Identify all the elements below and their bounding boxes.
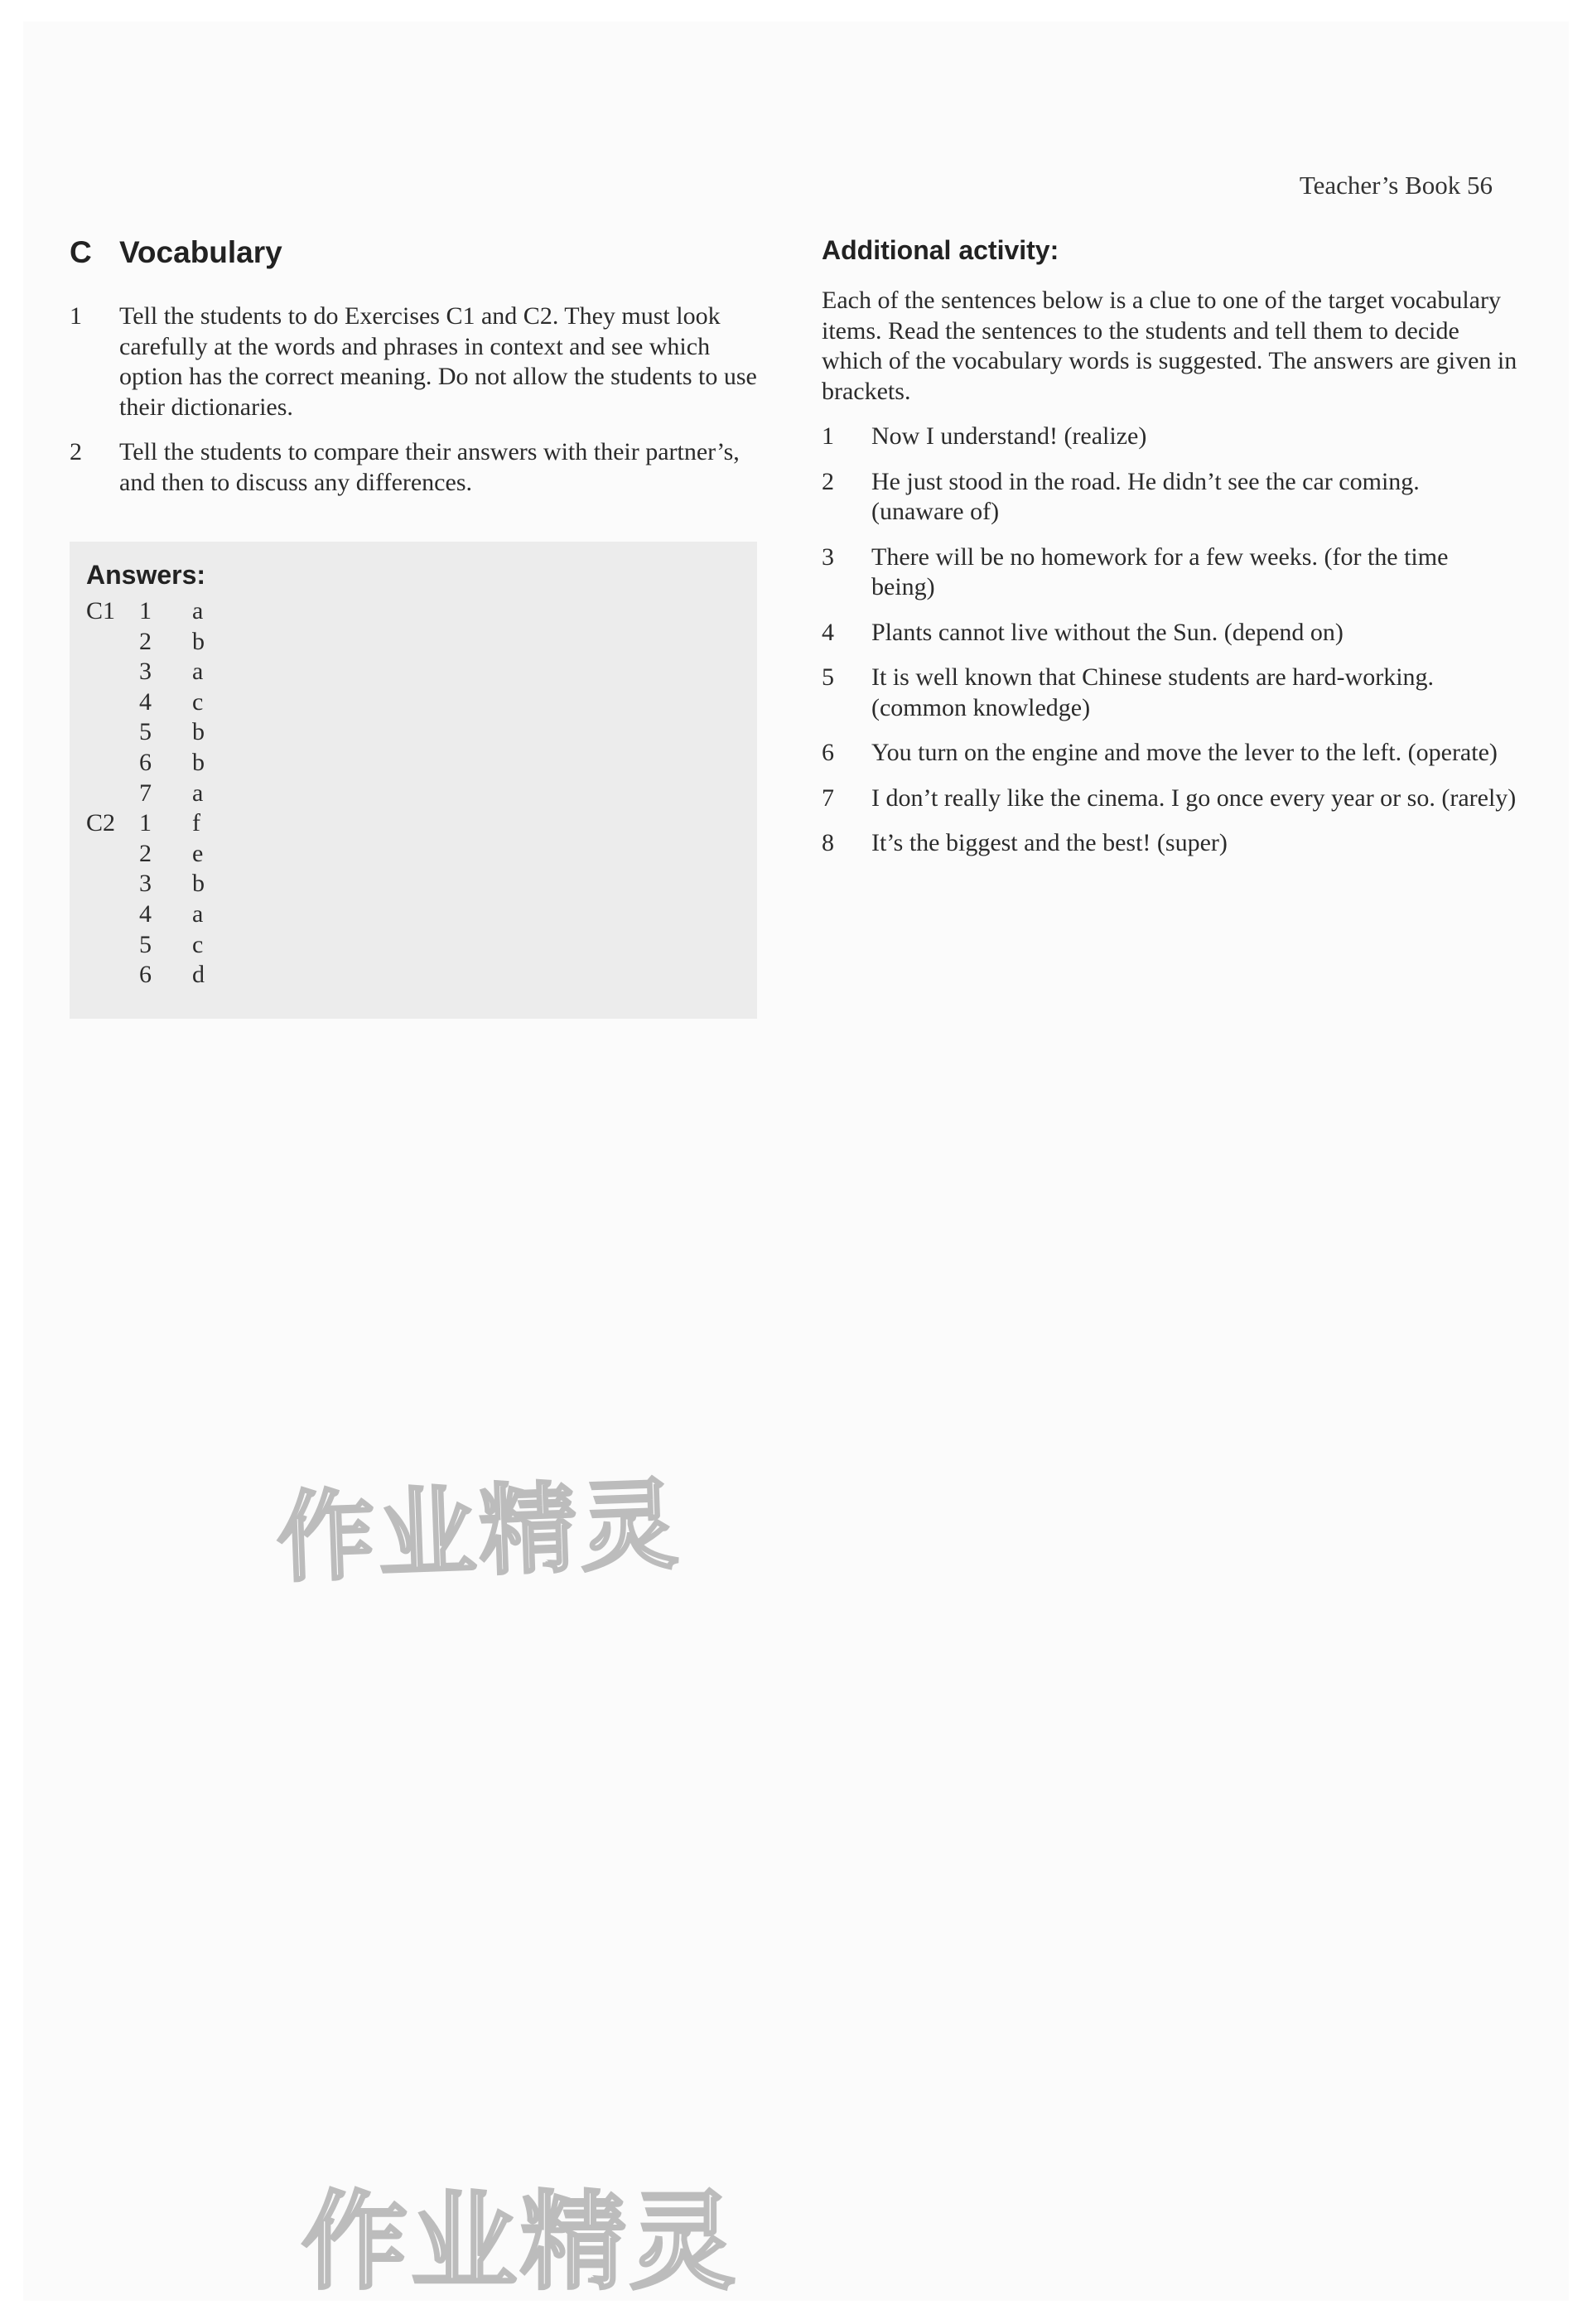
clue-number: 3 — [822, 542, 834, 571]
clue-text: He just stood in the road. He didn’t see the car coming. (unaware of) — [871, 467, 1420, 525]
answer-number: 4 — [139, 687, 152, 716]
answer-number: 2 — [139, 839, 152, 867]
answer-number: 2 — [139, 627, 152, 655]
additional-activity — [822, 235, 1517, 874]
answer-choice: c — [192, 930, 204, 958]
additional-activity-intro: Each of the sentences below is a clue to one of the target vocabulary items. Read the sentences to the students and tell them to decide which of the vocabulary words is suggested. The answers are given in brackets. — [822, 287, 1517, 405]
answer-choice: d — [192, 961, 205, 989]
answer-choice: b — [192, 718, 205, 746]
clue-text: Plants cannot live without the Sun. (depend on) — [871, 618, 1344, 646]
page-sheet — [23, 22, 1569, 2304]
answer-number: 5 — [139, 930, 152, 958]
clue-number: 5 — [822, 663, 834, 691]
answer-row — [86, 748, 335, 778]
answer-row — [86, 869, 335, 899]
answer-group: C2 — [86, 809, 116, 837]
clue-text: It is well known that Chinese students are hard-working. (common knowledge) — [871, 663, 1435, 721]
answer-row — [86, 960, 335, 990]
clue-number: 7 — [822, 784, 834, 812]
answer-number: 7 — [139, 779, 152, 807]
answer-choice: a — [192, 900, 204, 928]
instruction-text: Tell the students to compare their answers with their partner’s, and then to discuss any differences. — [119, 438, 740, 496]
answer-row — [86, 596, 335, 626]
answer-row — [86, 839, 335, 869]
instruction-number: 1 — [70, 302, 82, 330]
answer-choice: a — [192, 658, 204, 686]
instruction-text: Tell the students to do Exercises C1 and C2. They must look carefully at the words and phrases in context and see which option has the correct meaning. Do not allow the students to use their dictionaries. — [119, 302, 757, 421]
answer-row — [86, 627, 335, 657]
answer-choice: c — [192, 687, 204, 716]
answer-row — [86, 899, 335, 929]
additional-activity-title: Additional activity: — [822, 235, 1059, 265]
clue-text: You turn on the engine and move the lever to the left. (operate) — [871, 739, 1498, 766]
answer-number: 6 — [139, 749, 152, 776]
answer-choice: b — [192, 749, 205, 776]
answer-number: 6 — [139, 961, 152, 989]
clue-number: 2 — [822, 467, 834, 495]
clue-item — [822, 542, 1517, 603]
answer-number: 3 — [139, 658, 152, 686]
clue-item — [822, 422, 1517, 452]
instruction-item — [70, 437, 765, 498]
answer-number: 4 — [139, 900, 152, 928]
clue-item — [822, 738, 1517, 769]
clue-item — [822, 467, 1517, 528]
instructions-list — [70, 301, 765, 513]
answer-row — [86, 717, 335, 747]
answer-choice: a — [192, 779, 204, 807]
clue-text: Now I understand! (realize) — [871, 422, 1147, 450]
clue-list — [822, 422, 1517, 859]
clue-text: There will be no homework for a few weeks. (for the time being) — [871, 542, 1449, 600]
answers-title: Answers: — [86, 560, 206, 590]
clue-text: I don’t really like the cinema. I go once every year or so. (rarely) — [871, 784, 1517, 812]
answer-number: 3 — [139, 870, 152, 898]
clue-item — [822, 618, 1517, 649]
clue-item — [822, 784, 1517, 814]
clue-number: 8 — [822, 829, 834, 856]
section-heading — [70, 235, 282, 270]
watermark-logo: 作业精灵 — [275, 1467, 683, 1596]
answer-row — [86, 687, 335, 717]
clue-item — [822, 828, 1517, 859]
answer-number: 1 — [139, 809, 152, 837]
page-reference: Teacher’s Book 56 — [1299, 171, 1493, 200]
clue-number: 4 — [822, 618, 834, 646]
answers-box — [70, 542, 757, 1019]
clue-number: 6 — [822, 739, 834, 766]
instruction-item — [70, 301, 765, 422]
clue-text: It’s the biggest and the best! (super) — [871, 829, 1228, 856]
answer-number: 5 — [139, 718, 152, 746]
watermark-logo: 作业精灵 — [302, 2181, 740, 2304]
section-title: Vocabulary — [119, 235, 282, 269]
answer-group: C1 — [86, 597, 116, 624]
answer-choice: f — [192, 809, 200, 837]
section-letter: C — [70, 235, 92, 269]
answer-choice: a — [192, 597, 204, 624]
answer-choice: e — [192, 839, 204, 867]
answer-choice: b — [192, 627, 205, 655]
clue-number: 1 — [822, 422, 834, 450]
answer-number: 1 — [139, 597, 152, 624]
answer-row — [86, 930, 335, 960]
answer-row — [86, 657, 335, 687]
answer-choice: b — [192, 870, 205, 898]
answer-row — [86, 808, 335, 838]
instruction-number: 2 — [70, 438, 82, 465]
answer-row — [86, 779, 335, 808]
clue-item — [822, 663, 1517, 723]
